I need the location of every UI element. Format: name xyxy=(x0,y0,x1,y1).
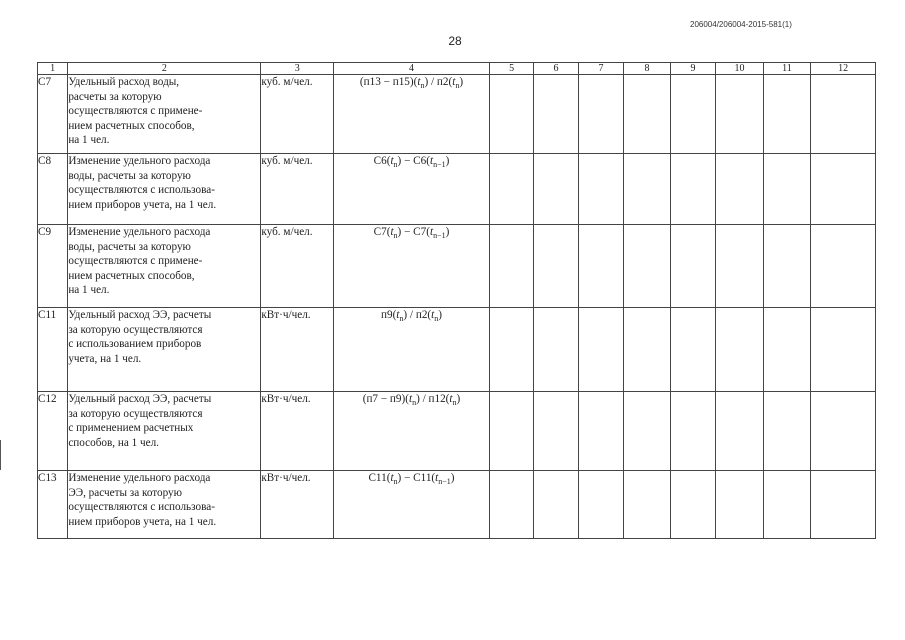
indicator-unit: кВт·ч/чел. xyxy=(261,471,334,539)
indicator-formula: $(п13 - п15)(t_n) / п2(t_n)$ xyxy=(334,75,490,154)
column-header-10: 10 xyxy=(716,63,764,75)
column-header-5: 5 xyxy=(489,63,533,75)
value-cell-col-9 xyxy=(670,154,715,225)
indicator-code: С7 xyxy=(38,75,68,154)
value-cell-col-7 xyxy=(578,225,623,308)
indicator-name-line: Изменение удельного расхода xyxy=(68,155,211,167)
table-row xyxy=(38,225,876,308)
value-cell-col-5 xyxy=(489,471,533,539)
value-cell-col-7 xyxy=(578,392,623,471)
indicator-name-line: нием приборов учета, на 1 чел. xyxy=(68,515,217,528)
indicator-name-line: за которую осуществляются xyxy=(68,407,203,420)
value-cell-col-11 xyxy=(763,471,811,539)
value-cell-col-9 xyxy=(670,308,715,392)
indicator-formula: $С11(t_n) - С11(t_{n-1})$ xyxy=(334,471,490,539)
indicator-unit: куб. м/чел. xyxy=(261,225,334,308)
value-cell-col-5 xyxy=(489,75,533,154)
indicator-name-line: нием приборов учета, на 1 чел. xyxy=(68,198,217,211)
value-cell-col-12 xyxy=(811,392,876,471)
value-cell-col-8 xyxy=(624,392,670,471)
value-cell-col-7 xyxy=(578,154,623,225)
column-header-4: 4 xyxy=(334,63,490,75)
value-cell-col-10 xyxy=(716,75,764,154)
indicator-name xyxy=(68,154,261,225)
value-cell-col-8 xyxy=(624,75,670,154)
column-header-11: 11 xyxy=(763,63,811,75)
value-cell-col-10 xyxy=(716,154,764,225)
indicator-name-line: ЭЭ, расчеты за которую xyxy=(68,486,182,499)
column-header-12: 12 xyxy=(811,63,876,75)
indicator-name xyxy=(68,75,261,154)
value-cell-col-6 xyxy=(534,471,578,539)
table-row xyxy=(38,471,876,539)
indicator-name xyxy=(68,308,261,392)
indicator-unit: кВт·ч/чел. xyxy=(261,308,334,392)
indicator-name-line: за которую осуществляются xyxy=(68,323,203,336)
column-header-6: 6 xyxy=(534,63,578,75)
indicator-name-line: расчеты за которую xyxy=(68,90,162,103)
value-cell-col-6 xyxy=(534,392,578,471)
value-cell-col-10 xyxy=(716,225,764,308)
indicator-table xyxy=(37,62,876,539)
value-cell-col-5 xyxy=(489,225,533,308)
indicator-name-line: Изменение удельного расхода xyxy=(68,226,211,238)
indicator-code: С13 xyxy=(38,471,68,539)
column-header-2: 2 xyxy=(68,63,261,75)
value-cell-col-9 xyxy=(670,75,715,154)
table-row xyxy=(38,154,876,225)
value-cell-col-12 xyxy=(811,308,876,392)
indicator-name-line: Удельный расход воды, xyxy=(68,76,180,88)
indicator-name-line: учета, на 1 чел. xyxy=(68,352,142,365)
indicator-name-line: нием расчетных способов, xyxy=(68,269,195,282)
indicator-code: С9 xyxy=(38,225,68,308)
indicator-name-line: осуществляются с использова- xyxy=(68,501,215,513)
value-cell-col-8 xyxy=(624,308,670,392)
indicator-name-line: с использованием приборов xyxy=(68,338,202,350)
indicator-name-line: осуществляются с примене- xyxy=(68,105,203,117)
indicator-formula: $С7(t_n) - С7(t_{n-1})$ xyxy=(334,225,490,308)
value-cell-col-8 xyxy=(624,471,670,539)
page-number: 28 xyxy=(448,34,462,48)
value-cell-col-8 xyxy=(624,154,670,225)
table-row xyxy=(38,308,876,392)
indicator-code: С12 xyxy=(38,392,68,471)
indicator-formula: $С6(t_n) - С6(t_{n-1})$ xyxy=(334,154,490,225)
column-header-3: 3 xyxy=(261,63,334,75)
value-cell-col-10 xyxy=(716,471,764,539)
value-cell-col-10 xyxy=(716,308,764,392)
indicator-formula: $(п7 - п9)(t_n) / п12(t_n)$ xyxy=(334,392,490,471)
value-cell-col-7 xyxy=(578,75,623,154)
table-body xyxy=(38,75,876,539)
indicator-name-line: воды, расчеты за которую xyxy=(68,169,191,182)
value-cell-col-9 xyxy=(670,471,715,539)
table-row xyxy=(38,392,876,471)
indicator-code: С8 xyxy=(38,154,68,225)
value-cell-col-11 xyxy=(763,225,811,308)
value-cell-col-5 xyxy=(489,392,533,471)
value-cell-col-6 xyxy=(534,225,578,308)
column-header-8: 8 xyxy=(624,63,670,75)
value-cell-col-8 xyxy=(624,225,670,308)
value-cell-col-11 xyxy=(763,308,811,392)
indicator-formula: $п9(t_n) / п2(t_n)$ xyxy=(334,308,490,392)
value-cell-col-12 xyxy=(811,75,876,154)
indicator-code: С11 xyxy=(38,308,68,392)
value-cell-col-5 xyxy=(489,154,533,225)
indicator-name xyxy=(68,225,261,308)
column-header-1: 1 xyxy=(38,63,68,75)
indicator-name-line: способов, на 1 чел. xyxy=(68,436,159,449)
value-cell-col-7 xyxy=(578,471,623,539)
value-cell-col-6 xyxy=(534,308,578,392)
indicator-unit: куб. м/чел. xyxy=(261,75,334,154)
indicator-name-line: с применением расчетных xyxy=(68,422,194,434)
indicator-name-line: на 1 чел. xyxy=(68,134,110,146)
table-header-row xyxy=(38,63,876,75)
value-cell-col-11 xyxy=(763,154,811,225)
value-cell-col-11 xyxy=(763,75,811,154)
indicator-name-line: Удельный расход ЭЭ, расчеты xyxy=(68,309,212,321)
value-cell-col-12 xyxy=(811,154,876,225)
value-cell-col-6 xyxy=(534,154,578,225)
indicator-name-line: воды, расчеты за которую xyxy=(68,240,191,253)
table-row xyxy=(38,75,876,154)
value-cell-col-7 xyxy=(578,308,623,392)
indicator-name-line: осуществляются с использова- xyxy=(68,184,215,196)
indicator-name-line: осуществляются с примене- xyxy=(68,255,203,267)
indicator-name-line: нием расчетных способов, xyxy=(68,119,195,132)
indicator-name xyxy=(68,471,261,539)
column-header-7: 7 xyxy=(578,63,623,75)
value-cell-col-11 xyxy=(763,392,811,471)
indicator-name-line: Изменение удельного расхода xyxy=(68,472,211,484)
value-cell-col-12 xyxy=(811,225,876,308)
value-cell-col-10 xyxy=(716,392,764,471)
indicator-name-line: Удельный расход ЭЭ, расчеты xyxy=(68,393,212,405)
indicator-name-line: на 1 чел. xyxy=(68,284,110,296)
document-id: 206004/206004-2015-581(1) xyxy=(690,20,792,29)
value-cell-col-6 xyxy=(534,75,578,154)
indicator-unit: кВт·ч/чел. xyxy=(261,392,334,471)
column-header-9: 9 xyxy=(670,63,715,75)
scan-edge-mark xyxy=(0,440,1,470)
value-cell-col-5 xyxy=(489,308,533,392)
value-cell-col-9 xyxy=(670,225,715,308)
indicator-name xyxy=(68,392,261,471)
value-cell-col-12 xyxy=(811,471,876,539)
value-cell-col-9 xyxy=(670,392,715,471)
indicator-unit: куб. м/чел. xyxy=(261,154,334,225)
